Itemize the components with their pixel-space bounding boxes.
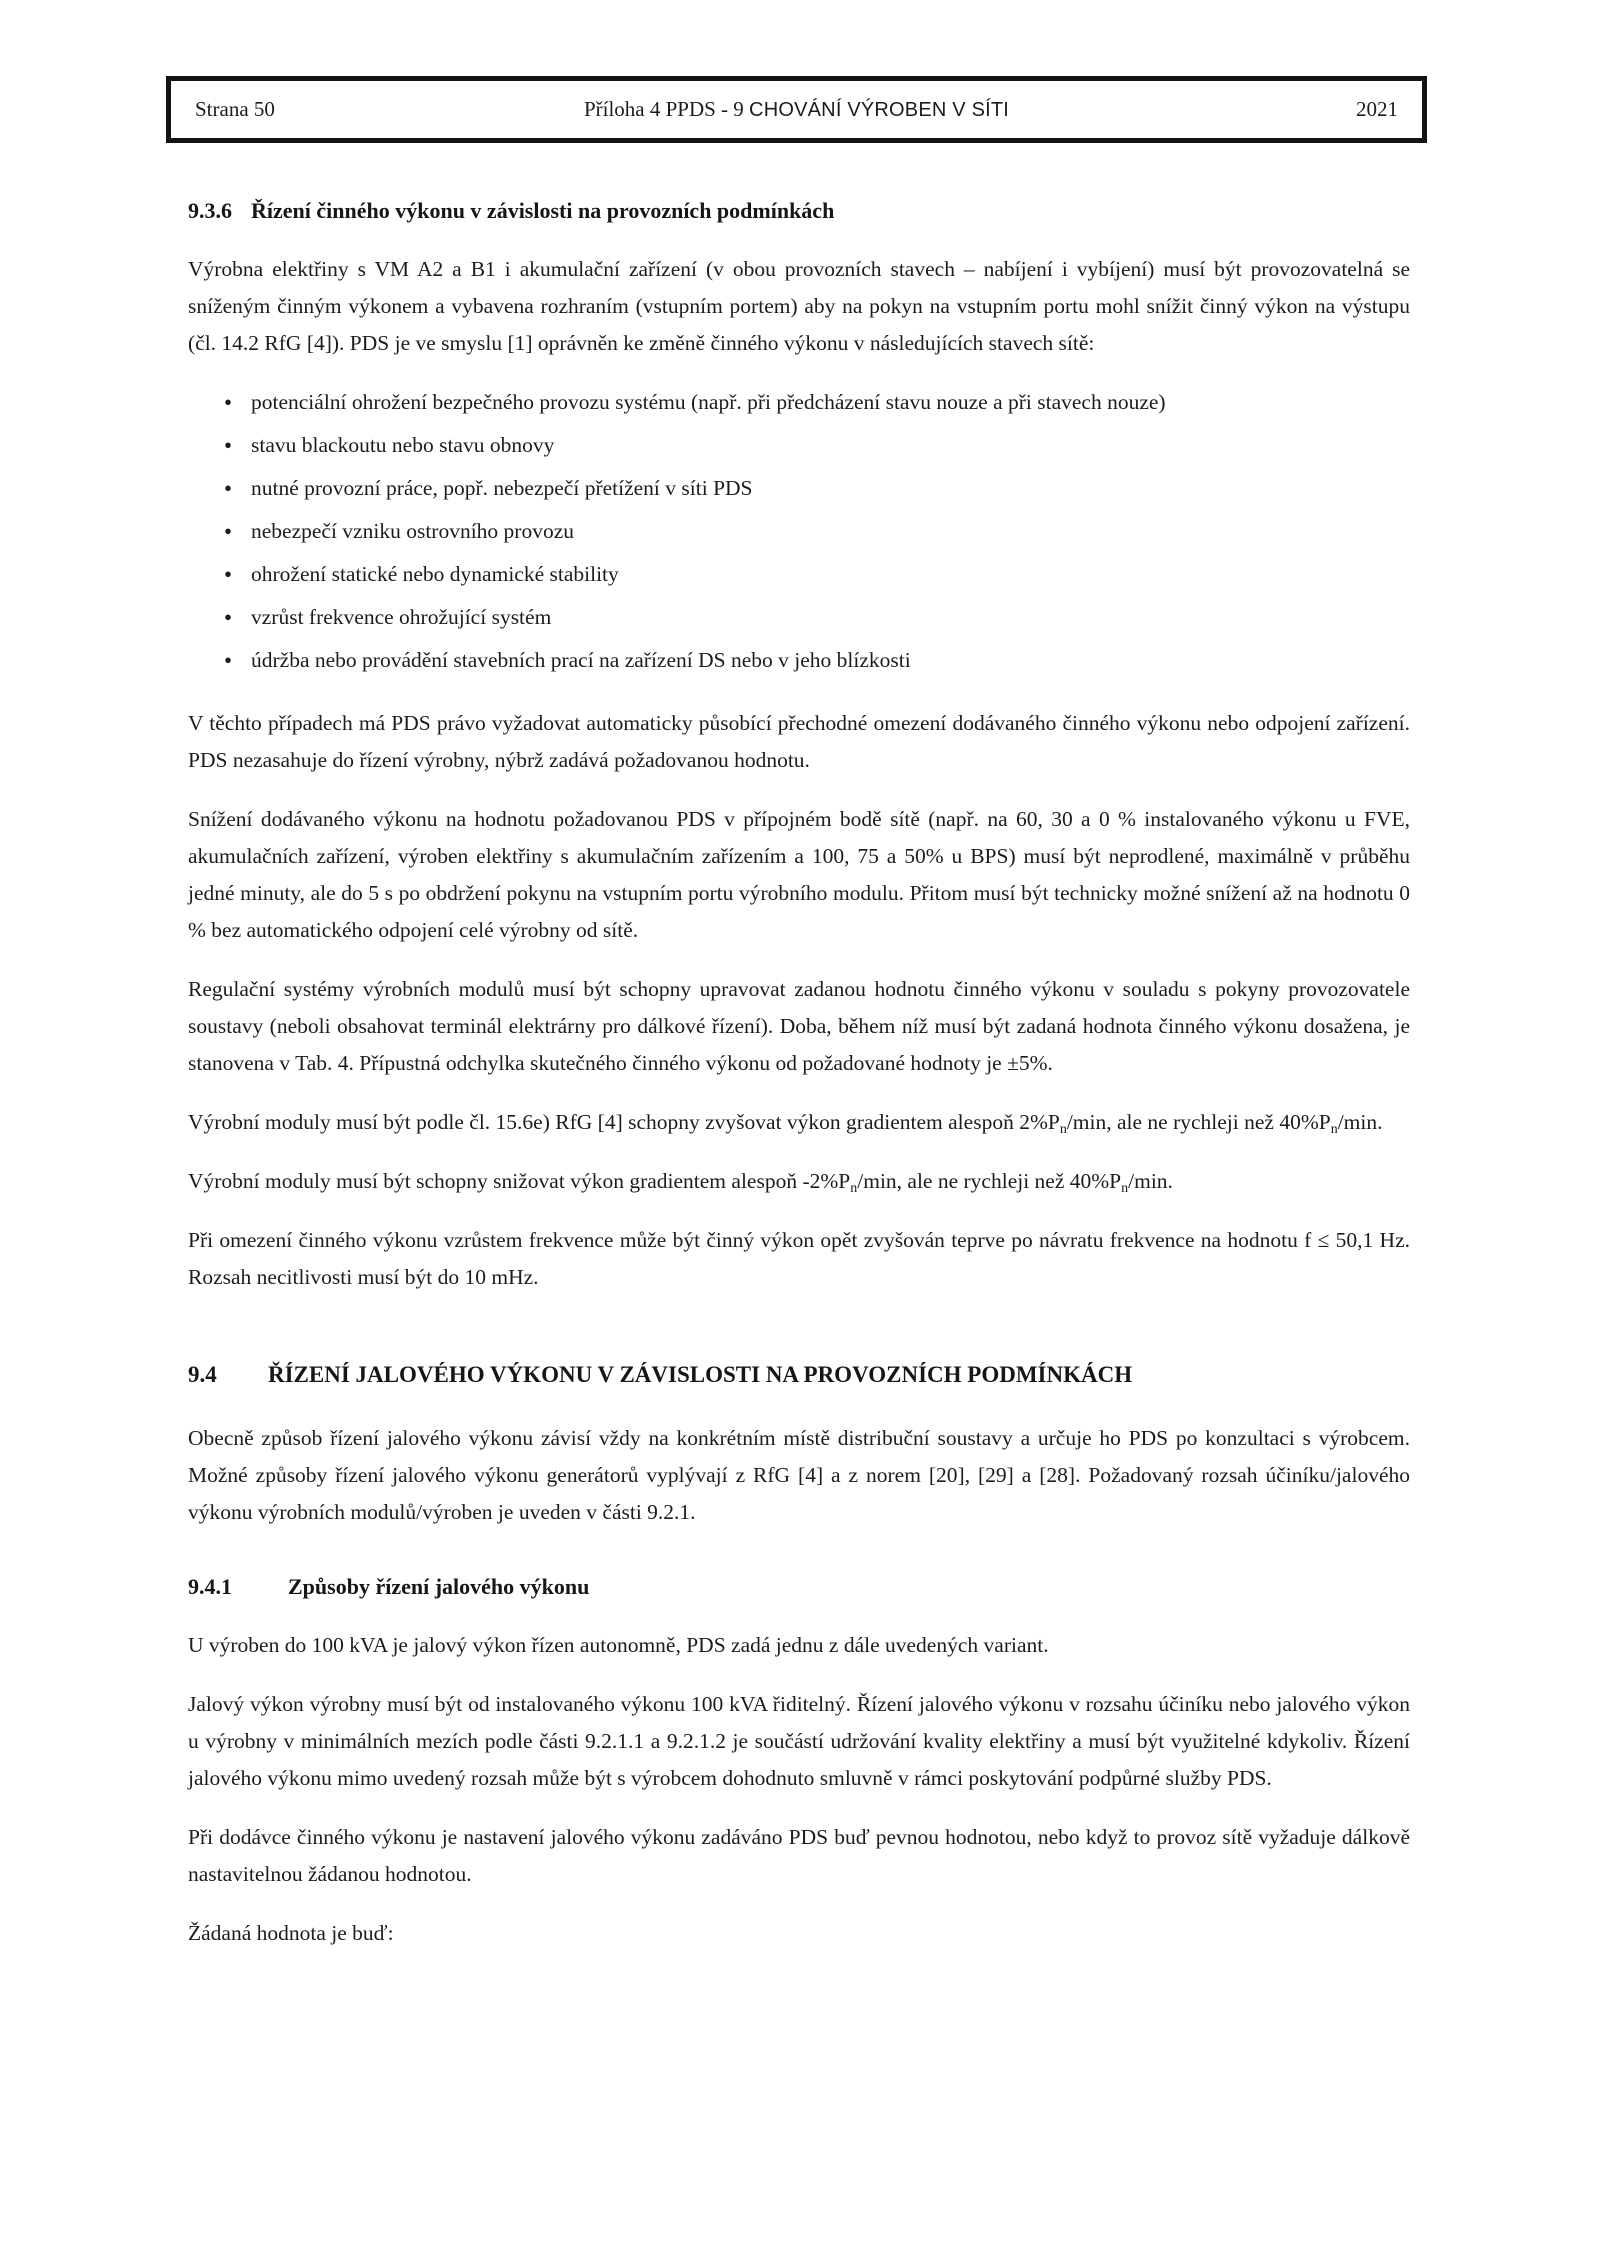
paragraph-gradient-up [188, 1104, 1410, 1141]
paragraph-intro-9-3-6: Výrobna elektřiny s VM A2 a B1 i akumulační zařízení (v obou provozních stavech – nabíjení i vybíjení) musí být provozovatelná se sníženým činným výkonem a vybavena rozhraním (vstupním portem) aby na pokyn na vstupním portu mohl snížit činný výkon na výstupu (čl. 14.2 RfG [4]). PDS je ve smyslu [1] oprávněn ke změně činného výkonu v následujících stavech sítě: [188, 257, 1410, 355]
paragraph-supply-setting: Při dodávce činného výkonu je nastavení jalového výkonu zadáváno PDS buď pevnou hodnotou, nebo když to provoz sítě vyžaduje dálkově nastavitelnou žádanou hodnotou. [188, 1825, 1410, 1886]
section-heading-9-4-1 [188, 1573, 1410, 1601]
bullet-item: • stavu blackoutu nebo stavu obnovy [251, 427, 1410, 464]
section-title-9-3-6: Řízení činného výkonu v závislosti na provozních podmínkách [251, 198, 835, 223]
paragraph-controllable-power: Jalový výkon výrobny musí být od instalovaného výkonu 100 kVA řiditelný. Řízení jalového výkonu v rozsahu účiníku nebo jalového výkon u výrobny v minimálních mezích podle části 9.2.1.1 a 9.2.1.2 je součástí udržování kvality elektřiny a musí být využitelné kdykoliv. Řízení jalového výkonu mimo uvedený rozsah může být s výrobcem dohodnuto smluvně v rámci poskytování podpůrné služby PDS. [188, 1692, 1410, 1790]
section-number-9-3-6: 9.3.6 [188, 198, 232, 223]
page-content [188, 143, 1410, 1952]
section-number-9-4-1: 9.4.1 [188, 1574, 232, 1599]
subscript-n: n [850, 1181, 858, 1196]
paragraph-power-reduction: Snížení dodávaného výkonu na hodnotu požadovanou PDS v přípojném bodě sítě (např. na 60, 30 a 0 % instalovaného výkonu u FVE, akumulačních zařízení, výroben elektřiny s akumulačním zařízením a 100, 75 a 50% u BPS) musí být neprodlené, maximálně v průběhu jedné minuty, ale do 5 s po obdržení pokynu na vstupním portu výrobního modulu. Přitom musí být technicky možné snížení až na hodnotu 0 % bez automatického odpojení celé výrobny od sítě. [188, 807, 1410, 942]
bullet-item: • nebezpečí vzniku ostrovního provozu [251, 513, 1410, 550]
grid-states-bullet-list [188, 384, 1410, 679]
text-run: /min. [1128, 1169, 1173, 1193]
paragraph-autonomous-control: U výroben do 100 kVA je jalový výkon řízen autonomně, PDS zadá jednu z dále uvedených variant. [188, 1633, 1049, 1657]
section-heading-9-3-6 [188, 197, 1410, 225]
subscript-n: n [1121, 1181, 1129, 1196]
paragraph-gradient-down [188, 1163, 1410, 1200]
text-run: Výrobní moduly musí být schopny snižovat výkon gradientem alespoň -2%P [188, 1169, 851, 1193]
year-label: 2021 [1356, 97, 1398, 121]
section-title-9-4-1: Způsoby řízení jalového výkonu [288, 1574, 590, 1599]
subscript-n: n [1059, 1122, 1067, 1137]
text-run: /min, ale ne rychleji než 40%P [857, 1169, 1122, 1193]
paragraph-regulation-systems: Regulační systémy výrobních modulů musí být schopny upravovat zadanou hodnotu činného výkonu v souladu s pokyny provozovatele soustavy (neboli obsahovat terminál elektrárny pro dálkové řízení). Doba, během níž musí být zadaná hodnota činného výkonu dosažena, je stanovena v Tab. 4. Přípustná odchylka skutečného činného výkonu od požadované hodnoty je ±5%. [188, 977, 1410, 1075]
text-run: Výrobní moduly musí být podle čl. 15.6e) RfG [4] schopny zvyšovat výkon gradientem alespoň 2%P [188, 1110, 1060, 1134]
page-number-label: Strana 50 [195, 97, 275, 121]
section-heading-9-4 [188, 1360, 1410, 1390]
paragraph-pds-rights: V těchto případech má PDS právo vyžadovat automaticky působící přechodné omezení dodávaného činného výkonu nebo odpojení zařízení. PDS nezasahuje do řízení výrobny, nýbrž zadává požadovanou hodnotu. [188, 711, 1410, 772]
paragraph-frequency-limit: Při omezení činného výkonu vzrůstem frekvence může být činný výkon opět zvyšován teprve po návratu frekvence na hodnotu f ≤ 50,1 Hz. Rozsah necitlivosti musí být do 10 mHz. [188, 1228, 1410, 1289]
title-caps: CHOVÁNÍ VÝROBEN V SÍTI [749, 99, 1010, 121]
paragraph-intro-9-4: Obecně způsob řízení jalového výkonu závisí vždy na konkrétním místě distribuční soustavy a určuje ho PDS po konzultaci s výrobcem. Možné způsoby řízení jalového výkonu generátorů vyplývají z RfG [4] a z norem [20], [29] a [28]. Požadovaný rozsah účiníku/jalového výkonu výrobních modulů/výroben je uveden v části 9.2.1. [188, 1426, 1410, 1524]
bullet-item: • údržba nebo provádění stavebních prací na zařízení DS nebo v jeho blízkosti [251, 642, 1410, 679]
text-run: /min. [1337, 1110, 1383, 1134]
section-number-9-4: 9.4 [188, 1362, 217, 1387]
text-run: /min, ale ne rychleji než 40%P [1066, 1110, 1331, 1134]
subscript-n: n [1330, 1122, 1338, 1137]
title-prefix: Příloha 4 PPDS - 9 [583, 97, 750, 121]
bullet-item: • nutné provozní práce, popř. nebezpečí přetížení v síti PDS [251, 470, 1410, 507]
document-title [445, 97, 1148, 122]
section-title-9-4: ŘÍZENÍ JALOVÉHO VÝKONU V ZÁVISLOSTI NA PROVOZNÍCH PODMÍNKÁCH [268, 1362, 1133, 1387]
page-header [166, 76, 1427, 143]
bullet-item: • potenciální ohrožení bezpečného provozu systému (např. při předcházení stavu nouze a při stavech nouze) [251, 384, 1410, 421]
bullet-item: • ohrožení statické nebo dynamické stability [251, 556, 1410, 593]
paragraph-desired-value: Žádaná hodnota je buď: [188, 1921, 394, 1945]
bullet-item: • vzrůst frekvence ohrožující systém [251, 599, 1410, 636]
